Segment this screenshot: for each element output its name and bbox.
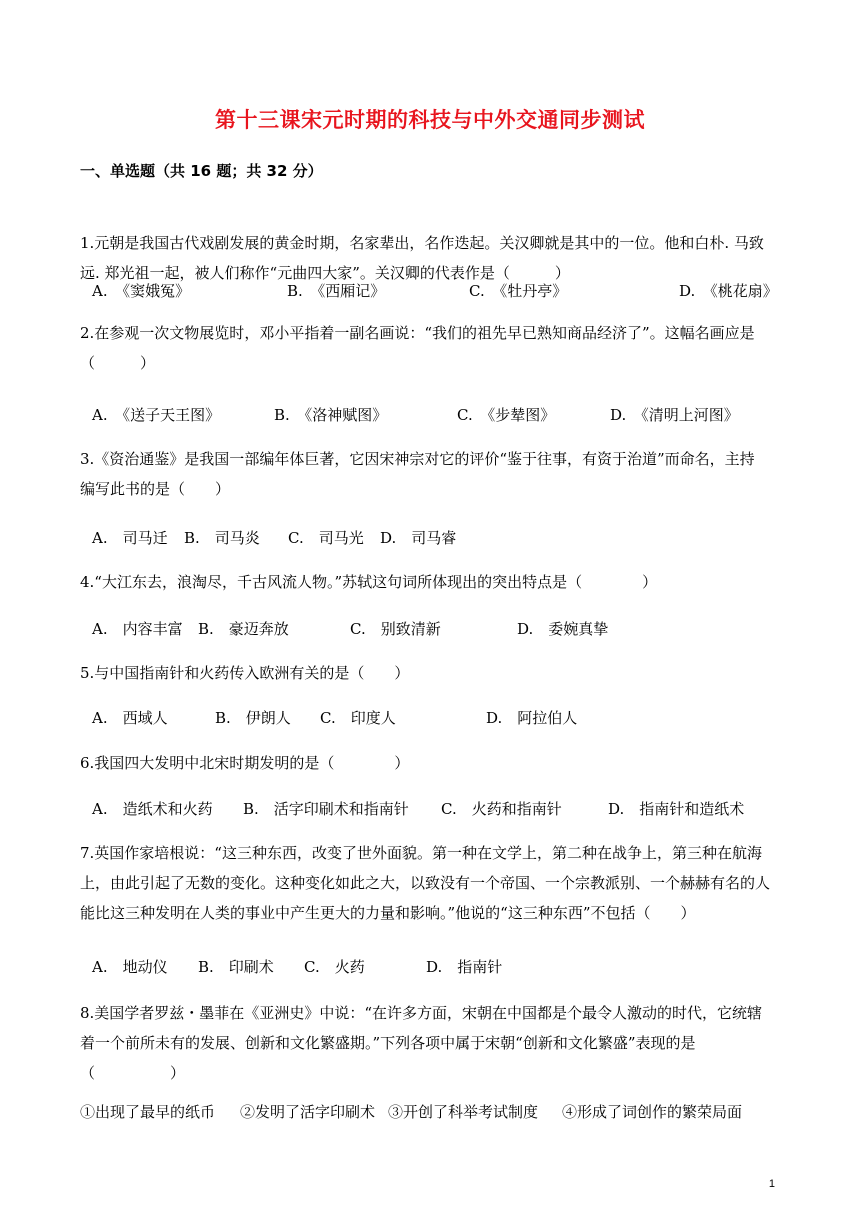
question-text-line: 8.美国学者罗兹・墨菲在《亚洲史》中说：“在许多方面，宋朝在中国都是个最令人激动的时代，它统辖 — [80, 1004, 762, 1022]
option-d[interactable]: D. 委婉真挚 — [517, 620, 609, 638]
question-text-line: （ ） — [80, 1064, 186, 1082]
options-3 — [92, 526, 792, 550]
question-8 — [80, 998, 780, 1088]
question-text-line: 编写此书的是（ ） — [80, 480, 231, 498]
question-7 — [80, 838, 780, 928]
options-1 — [92, 279, 792, 303]
option-a[interactable]: A. 西域人 — [92, 709, 168, 727]
page-title: 第十三课宋元时期的科技与中外交通同步测试 — [215, 108, 645, 132]
option-a[interactable]: A. 司马迁 — [92, 529, 168, 547]
option-d[interactable]: D. 指南针 — [426, 958, 503, 976]
option-c[interactable]: C. 别致清新 — [350, 620, 441, 638]
option-d[interactable]: D. 《清明上河图》 — [610, 406, 739, 424]
question-text-line: 1.元朝是我国古代戏剧发展的黄金时期，名家辈出，名作迭起。关汉卿就是其中的一位。他和白朴. 马致 — [80, 234, 764, 252]
options-2 — [92, 403, 792, 427]
option-d[interactable]: D. 指南针和造纸术 — [608, 800, 745, 818]
question-3 — [80, 444, 780, 504]
question-text-line: 2.在参观一次文物展览时，邓小平指着一副名画说：“我们的祖先早已熟知商品经济了”。这幅名画应是 — [80, 324, 755, 342]
question-text-line: （ ） — [80, 354, 156, 372]
option-b[interactable]: B. 豪迈奔放 — [198, 620, 289, 638]
option-b[interactable]: B. 《西厢记》 — [287, 282, 386, 300]
section-heading: 一、单选题（共 16 题；共 32 分） — [80, 162, 323, 180]
option-b[interactable]: B. 《洛神赋图》 — [274, 406, 388, 424]
options-4 — [92, 617, 792, 641]
question-6 — [80, 748, 780, 778]
question-4 — [80, 567, 780, 597]
statement-4: ④形成了词创作的繁荣局面 — [562, 1103, 743, 1121]
question-text-line: 4.“大江东去，浪淘尽，千古风流人物。”苏轼这句词所体现出的突出特点是（ ） — [80, 573, 658, 591]
option-a[interactable]: A. 造纸术和火药 — [92, 800, 213, 818]
option-d[interactable]: D. 司马睿 — [380, 529, 457, 547]
option-d[interactable]: D. 阿拉伯人 — [486, 709, 578, 727]
option-b[interactable]: B. 印刷术 — [198, 958, 274, 976]
option-c[interactable]: C. 司马光 — [288, 529, 364, 547]
question-text-line: 远. 郑光祖一起，被人们称作“元曲四大家”。关汉卿的代表作是（ ） — [80, 264, 570, 282]
statements-8 — [80, 1100, 780, 1124]
option-a[interactable]: A. 《窦娥冤》 — [92, 282, 191, 300]
question-text-line: 6.我国四大发明中北宋时期发明的是（ ） — [80, 754, 410, 772]
option-c[interactable]: C. 火药和指南针 — [441, 800, 562, 818]
statement-2: ②发明了活字印刷术 — [240, 1103, 376, 1121]
question-text-line: 3.《资治通鉴》是我国一部编年体巨著，它因宋神宗对它的评价“鉴于往事，有资于治道”而命名，主持 — [80, 450, 755, 468]
option-c[interactable]: C. 印度人 — [320, 709, 396, 727]
options-6 — [92, 797, 792, 821]
options-7 — [92, 955, 792, 979]
question-text-line: 5.与中国指南针和火药传入欧洲有关的是（ ） — [80, 664, 410, 682]
question-2 — [80, 318, 780, 378]
statement-1: ①出现了最早的纸币 — [80, 1103, 216, 1121]
option-a[interactable]: A. 地动仪 — [92, 958, 168, 976]
option-a[interactable]: A. 内容丰富 — [92, 620, 183, 638]
question-text-line: 着一个前所未有的发展、创新和文化繁盛期。”下列各项中属于宋朝“创新和文化繁盛”表现的是 — [80, 1034, 696, 1052]
page-number: 1 — [768, 1178, 775, 1190]
option-d[interactable]: D. 《桃花扇》 — [679, 282, 778, 300]
option-c[interactable]: C. 火药 — [304, 958, 365, 976]
question-text-line: 上，由此引起了无数的变化。这种变化如此之大，以致没有一个帝国、一个宗教派别、一个赫赫有名的人 — [80, 874, 771, 892]
option-b[interactable]: B. 活字印刷术和指南针 — [243, 800, 409, 818]
option-c[interactable]: C. 《步辇图》 — [457, 406, 556, 424]
question-5 — [80, 658, 780, 688]
options-5 — [92, 706, 792, 730]
question-text-line: 能比这三种发明在人类的事业中产生更大的力量和影响。”他说的“这三种东西”不包括（ ） — [80, 904, 696, 922]
option-b[interactable]: B. 司马炎 — [184, 529, 260, 547]
statement-3: ③开创了科举考试制度 — [388, 1103, 539, 1121]
option-c[interactable]: C. 《牡丹亭》 — [469, 282, 568, 300]
question-text-line: 7.英国作家培根说：“这三种东西，改变了世外面貌。第一种在文学上，第二种在战争上，第三种在航海 — [80, 844, 762, 862]
option-a[interactable]: A. 《送子天王图》 — [92, 406, 221, 424]
option-b[interactable]: B. 伊朗人 — [215, 709, 291, 727]
